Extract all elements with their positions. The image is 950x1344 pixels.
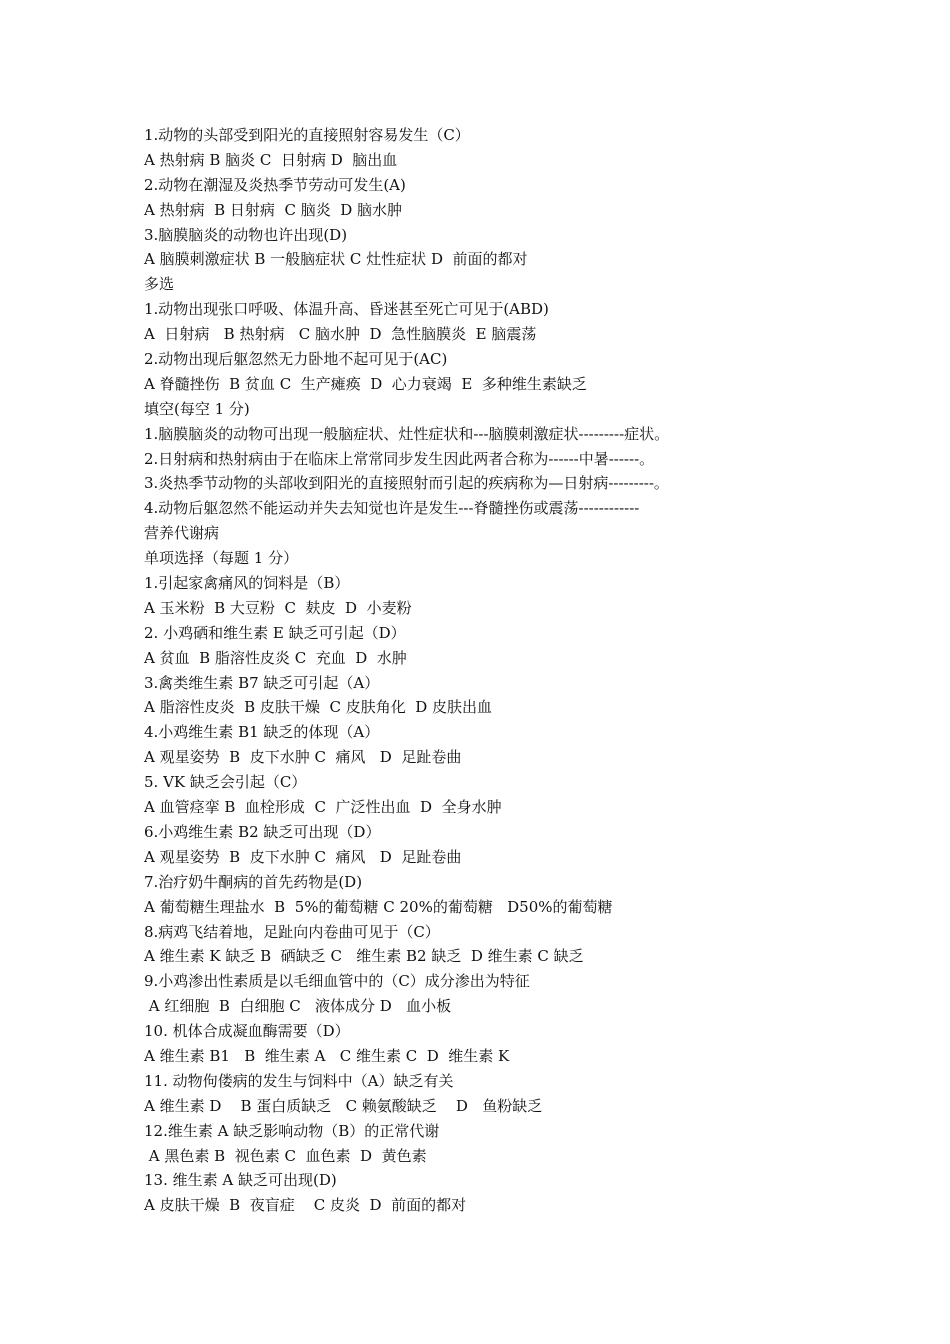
text-line: A 皮肤干燥 B 夜盲症 C 皮炎 D 前面的都对: [144, 1196, 467, 1215]
text-line: 营养代谢病: [144, 524, 220, 543]
text-line: 7.治疗奶牛酮病的首先药物是(D): [144, 872, 363, 891]
text-line: 6.小鸡维生素 B2 缺乏可出现（D）: [144, 822, 381, 841]
text-line: A 玉米粉 B 大豆粉 C 麸皮 D 小麦粉: [144, 598, 412, 617]
text-line: 2.动物出现后躯忽然无力卧地不起可见于(AC): [144, 350, 448, 369]
text-line: A 葡萄糖生理盐水 B 5%的葡萄糖 C 20%的葡萄糖 D50%的葡萄糖: [144, 897, 613, 916]
text-line: 填空(每空 1 分): [144, 399, 250, 418]
text-line: A 日射病 B 热射病 C 脑水肿 D 急性脑膜炎 E 脑震荡: [144, 325, 537, 344]
text-line: 2. 小鸡硒和维生素 E 缺乏可引起（D）: [144, 623, 406, 642]
text-line: 8.病鸡飞结着地，足趾向内卷曲可见于（C）: [144, 922, 440, 941]
text-line: 12.维生素 A 缺乏影响动物（B）的正常代谢: [144, 1121, 440, 1140]
text-line: 3.禽类维生素 B7 缺乏可引起（A）: [144, 673, 380, 692]
text-line: 2.动物在潮湿及炎热季节劳动可发生(A): [144, 175, 406, 194]
text-line: A 贫血 B 脂溶性皮炎 C 充血 D 水肿: [144, 648, 407, 667]
text-line: 单项选择（每题 1 分）: [144, 549, 299, 568]
text-line: 多选: [144, 275, 175, 294]
text-line: 1.脑膜脑炎的动物可出现一般脑症状、灶性症状和---脑膜刺激症状---------症状。: [144, 424, 670, 443]
document-body: [144, 123, 844, 1218]
text-line: 4.小鸡维生素 B1 缺乏的体现（A）: [144, 723, 380, 742]
text-line: 3.炎热季节动物的头部收到阳光的直接照射而引起的疾病称为—日射病---------。: [144, 474, 669, 493]
text-line: A 观星姿势 B 皮下水肿 C 痛风 D 足趾卷曲: [144, 748, 462, 767]
text-line: A 维生素 B1 B 维生素 A C 维生素 C D 维生素 K: [144, 1046, 510, 1065]
text-line: 1.引起家禽痛风的饲料是（B）: [144, 574, 350, 593]
text-line: A 脑膜刺激症状 B 一般脑症状 C 灶性症状 D 前面的都对: [144, 250, 528, 269]
text-line: A 热射病 B 日射病 C 脑炎 D 脑水肿: [144, 200, 403, 219]
text-line: A 观星姿势 B 皮下水肿 C 痛风 D 足趾卷曲: [144, 847, 462, 866]
text-line: 3.脑膜脑炎的动物也许出现(D): [144, 225, 348, 244]
text-line: A 维生素 D B 蛋白质缺乏 C 赖氨酸缺乏 D 鱼粉缺乏: [144, 1096, 543, 1115]
text-line: A 脊髓挫伤 B 贫血 C 生产瘫痪 D 心力衰竭 E 多种维生素缺乏: [144, 374, 587, 393]
text-line: 10. 机体合成凝血酶需要（D）: [144, 1022, 350, 1041]
text-line: 1.动物出现张口呼吸、体温升高、昏迷甚至死亡可见于(ABD): [144, 300, 549, 319]
text-line: 9.小鸡渗出性素质是以毛细血管中的（C）成分渗出为特征: [144, 972, 530, 991]
text-line: A 红细胞 B 白细胞 C 液体成分 D 血小板: [144, 997, 452, 1016]
text-line: A 黑色素 B 视色素 C 血色素 D 黄色素: [144, 1146, 427, 1165]
text-line: 13. 维生素 A 缺乏可出现(D): [144, 1171, 337, 1190]
text-line: 5. VK 缺乏会引起（C）: [144, 773, 307, 792]
text-line: A 热射病 B 脑炎 C 日射病 D 脑出血: [144, 150, 398, 169]
text-line: A 脂溶性皮炎 B 皮肤干燥 C 皮肤角化 D 皮肤出血: [144, 698, 493, 717]
text-line: A 维生素 K 缺乏 B 硒缺乏 C 维生素 B2 缺乏 D 维生素 C 缺乏: [144, 947, 584, 966]
text-line: 4.动物后躯忽然不能运动并失去知觉也许是发生---脊髓挫伤或震荡------------: [144, 499, 640, 518]
text-line: 2.日射病和热射病由于在临床上常常同步发生因此两者合称为------中暑------。: [144, 449, 655, 468]
text-line: 1.动物的头部受到阳光的直接照射容易发生（C）: [144, 126, 470, 144]
text-line: A 血管痉挛 B 血栓形成 C 广泛性出血 D 全身水肿: [144, 798, 502, 817]
text-line: 11. 动物佝偻病的发生与饲料中（A）缺乏有关: [144, 1071, 454, 1090]
